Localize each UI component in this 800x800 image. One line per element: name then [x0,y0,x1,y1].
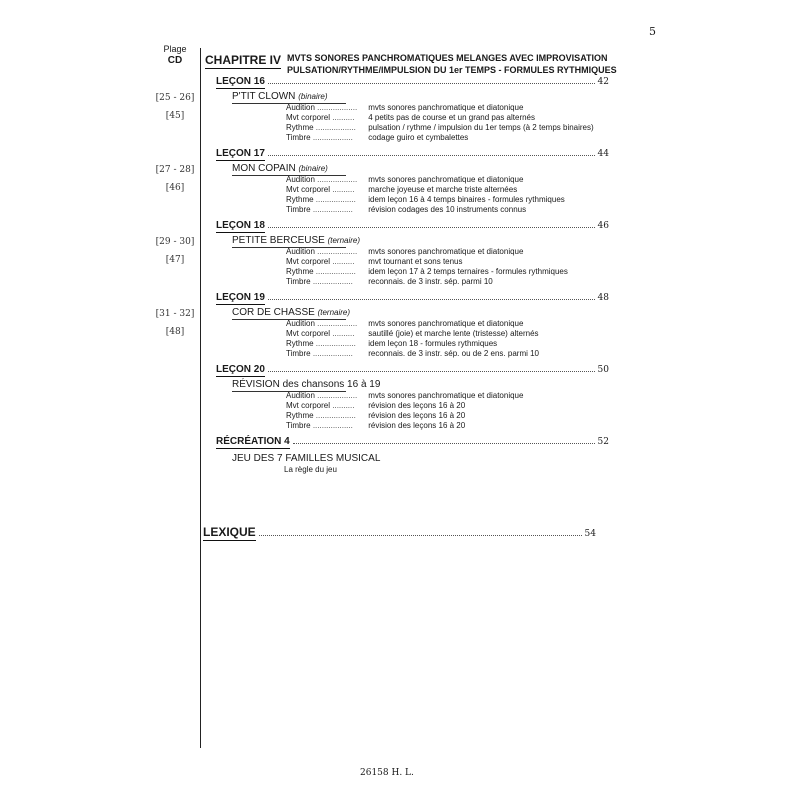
detail-key: Rythme .................. [286,267,356,276]
plage-number: [46] [165,183,185,193]
chapter-title: MVTS SONORES PANCHROMATIQUES MELANGES AVEC IMPROVISATION PULSATION/RYTHME/IMPULSION DU 1er TEMPS - FORMULES RYTHMIQUES [287,53,617,75]
plage-number: [47] [165,255,185,265]
footer-code: 26158 H. L. [360,768,414,778]
detail-key: Rythme .................. [286,123,356,132]
detail-key: Timbre .................. [286,205,353,214]
toc-entry-lesson[interactable] [216,76,609,89]
dot-leader [293,442,595,444]
dot-leader [259,534,582,536]
entry-label: LEÇON 19 [216,292,265,303]
detail-value: mvts sonores panchromatique et diatonique [368,319,524,328]
lesson-detail-row [234,411,465,421]
plage-label: Plage [163,44,187,54]
detail-key: Audition .................. [286,391,358,400]
detail-value: mvts sonores panchromatique et diatonique [368,103,524,112]
plage-number: [45] [165,111,185,121]
lesson-detail-row [234,195,565,205]
toc-entry-lesson[interactable] [216,220,609,233]
detail-key: Timbre .................. [286,133,353,142]
detail-key: Timbre .................. [286,421,353,430]
dot-leader [268,82,595,84]
detail-value: mvts sonores panchromatique et diatonique [368,247,524,256]
lesson-detail-row [234,319,523,329]
lesson-detail-row [234,247,523,257]
detail-key: Rythme .................. [286,339,356,348]
toc-entry-lexique[interactable] [203,525,596,541]
detail-value: idem leçon 17 à 2 temps ternaires - formules rythmiques [368,267,568,276]
detail-value: reconnais. de 3 instr. sép. ou de 2 ens. parmi 10 [368,349,540,358]
detail-key: Audition .................. [286,175,358,184]
detail-key: Audition .................. [286,103,358,112]
lesson-detail-row [234,339,497,349]
detail-key: Timbre .................. [286,277,353,286]
meter: (binaire) [298,164,328,173]
detail-key: Audition .................. [286,247,358,256]
plage-range: [27 - 28] [155,165,195,175]
toc-entry-lesson[interactable] [216,364,609,377]
detail-value: mvt tournant et sons tenus [368,257,463,266]
lesson-detail-row [234,133,468,143]
entry-label: LEÇON 16 [216,76,265,87]
lesson-detail-row [234,349,539,359]
detail-value: mvts sonores panchromatique et diatonique [368,175,524,184]
lesson-detail-row [234,175,523,185]
entry-label: LEÇON 17 [216,148,265,159]
recreation-subtitle: La règle du jeu [284,465,337,474]
entry-page: 54 [584,529,596,539]
page-number: 5 [649,25,656,38]
dot-leader [268,154,595,156]
toc-entry-lesson[interactable] [216,148,609,161]
detail-value: révision des leçons 16 à 20 [368,411,466,420]
detail-value: révision codages des 10 instruments connus [368,205,527,214]
meter: (binaire) [298,92,328,101]
lesson-detail-row [234,421,465,431]
song-title: P'TIT CLOWN (binaire) [232,91,328,102]
lesson-detail-row [234,267,568,277]
plage-cd-header [152,44,198,66]
lesson-detail-row [234,391,523,401]
entry-page: 50 [597,365,609,375]
lesson-detail-row [234,123,594,133]
detail-key: Mvt corporel .......... [286,401,355,410]
detail-value: reconnais. de 3 instr. sép. parmi 10 [368,277,493,286]
detail-value: codage guiro et cymbalettes [368,133,469,142]
dot-leader [268,298,595,300]
detail-value: idem leçon 16 à 4 temps binaires - formules rythmiques [368,195,565,204]
detail-key: Mvt corporel .......... [286,185,355,194]
detail-key: Rythme .................. [286,411,356,420]
detail-value: révision des leçons 16 à 20 [368,421,466,430]
toc-entry-recreation[interactable] [216,436,609,449]
meter: (ternaire) [317,308,351,317]
detail-key: Mvt corporel .......... [286,329,355,338]
lesson-detail-row [234,185,517,195]
plage-range: [25 - 26] [155,93,195,103]
lesson-detail-row [234,277,493,287]
plage-range: [29 - 30] [155,237,195,247]
entry-label: LEXIQUE [203,525,256,539]
detail-value: idem leçon 18 - formules rythmiques [368,339,498,348]
detail-value: mvts sonores panchromatique et diatonique [368,391,524,400]
entry-page: 44 [597,149,609,159]
entry-page: 42 [597,77,609,87]
vertical-divider [200,48,201,748]
detail-key: Audition .................. [286,319,358,328]
entry-label: RÉCRÉATION 4 [216,436,290,447]
detail-key: Timbre .................. [286,349,353,358]
lesson-detail-row [234,257,463,267]
entry-page: 48 [597,293,609,303]
dot-leader [268,226,595,228]
entry-label: LEÇON 18 [216,220,265,231]
detail-value: 4 petits pas de course et un grand pas alternés [368,113,536,122]
plage-range: [31 - 32] [155,309,195,319]
lesson-detail-row [234,205,526,215]
entry-page: 46 [597,221,609,231]
song-title: RÉVISION des chansons 16 à 19 [232,379,381,390]
meter: (ternaire) [327,236,361,245]
chapter-label: CHAPITRE IV [205,53,282,67]
plage-number: [48] [165,327,185,337]
detail-key: Mvt corporel .......... [286,113,355,122]
cd-label: CD [167,55,183,66]
lesson-detail-row [234,113,535,123]
lesson-detail-row [234,103,523,113]
entry-label: LEÇON 20 [216,364,265,375]
song-title: MON COPAIN (binaire) [232,163,328,174]
toc-entry-lesson[interactable] [216,292,609,305]
song-title: COR DE CHASSE (ternaire) [232,307,351,318]
lesson-detail-row [234,329,539,339]
detail-key: Rythme .................. [286,195,356,204]
detail-value: révision des leçons 16 à 20 [368,401,466,410]
entry-page: 52 [597,437,609,447]
detail-value: pulsation / rythme / impulsion du 1er temps (à 2 temps binaires) [368,123,594,132]
lesson-detail-row [234,401,465,411]
detail-key: Mvt corporel .......... [286,257,355,266]
song-title: PETITE BERCEUSE (ternaire) [232,235,361,246]
detail-value: sautillé (joie) et marche lente (tristesse) alternés [368,329,539,338]
dot-leader [268,370,595,372]
detail-value: marche joyeuse et marche triste alternées [368,185,518,194]
recreation-title: JEU DES 7 FAMILLES MUSICAL [232,453,381,464]
